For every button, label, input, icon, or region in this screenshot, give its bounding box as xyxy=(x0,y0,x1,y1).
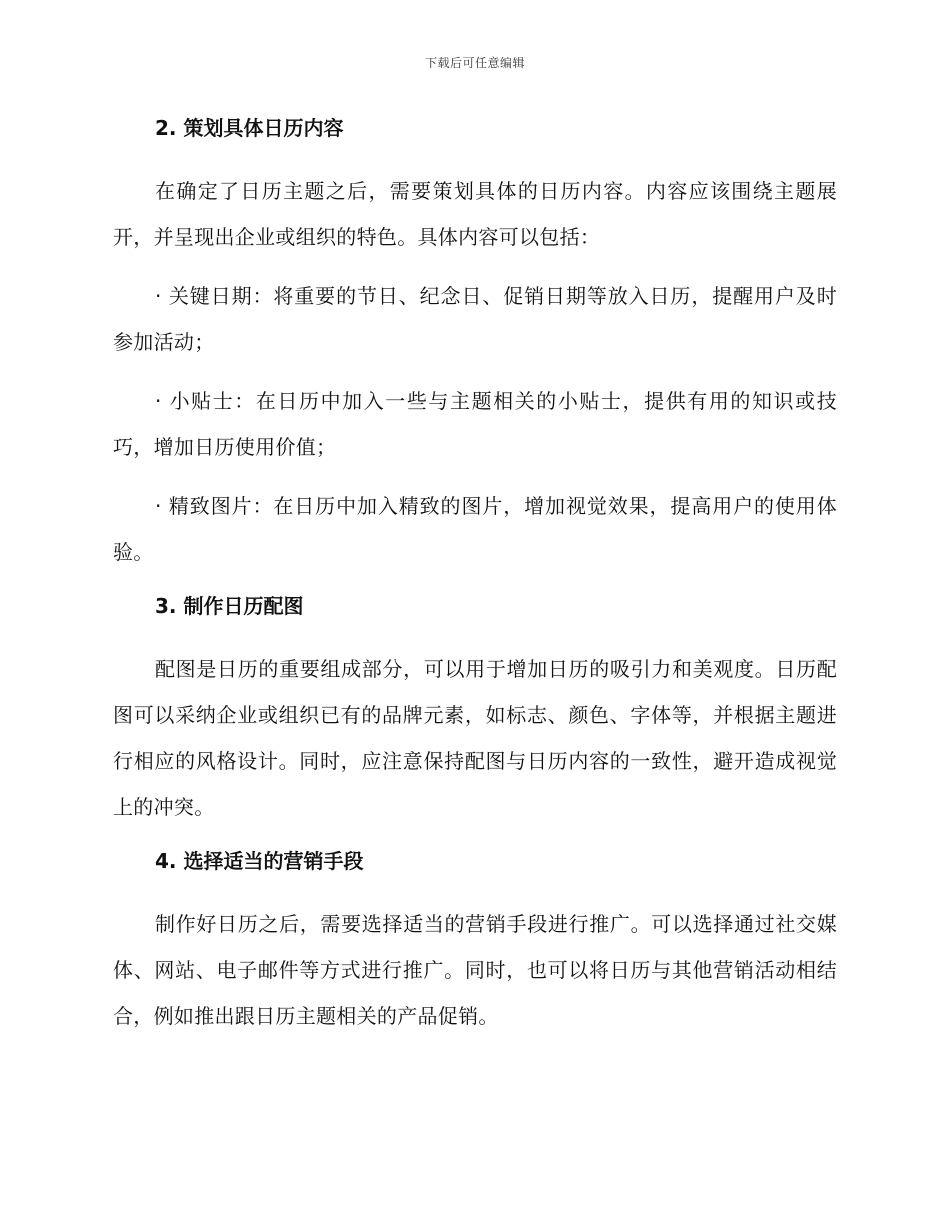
page-header: 下载后可任意编辑 xyxy=(424,56,525,70)
paragraph: 配图是日历的重要组成部分，可以用于增加日历的吸引力和美观度。日历配图可以采纳企业或组织已有的品牌元素，如标志、颜色、字体等，并根据主题进行相应的风格设计。同时，应注意保持配图与日历内容的一致性，避开造成视觉上的冲突。 xyxy=(113,657,837,819)
bullet-item-key-dates: · 关键日期：将重要的节日、纪念日、促销日期等放入日历，提醒用户及时参加活动； xyxy=(113,284,837,354)
bullet-item-tips: · 小贴士：在日历中加入一些与主题相关的小贴士，提供有用的知识或技巧，增加日历使用价值； xyxy=(113,389,837,459)
section-heading: 3. 制作日历配图 xyxy=(155,594,304,618)
section-heading: 2. 策划具体日历内容 xyxy=(155,116,344,140)
paragraph: 在确定了日历主题之后，需要策划具体的日历内容。内容应该围绕主题展开，并呈现出企业或组织的特色。具体内容可以包括： xyxy=(113,179,837,249)
bullet-item-images: · 精致图片：在日历中加入精致的图片，增加视觉效果，提高用户的使用体验。 xyxy=(113,494,837,564)
document-body xyxy=(113,110,837,1039)
paragraph: 制作好日历之后，需要选择适当的营销手段进行推广。可以选择通过社交媒体、网站、电子邮件等方式进行推广。同时，也可以将日历与其他营销活动相结合，例如推出跟日历主题相关的产品促销。 xyxy=(113,912,837,1028)
section-heading: 4. 选择适当的营销手段 xyxy=(155,849,364,873)
